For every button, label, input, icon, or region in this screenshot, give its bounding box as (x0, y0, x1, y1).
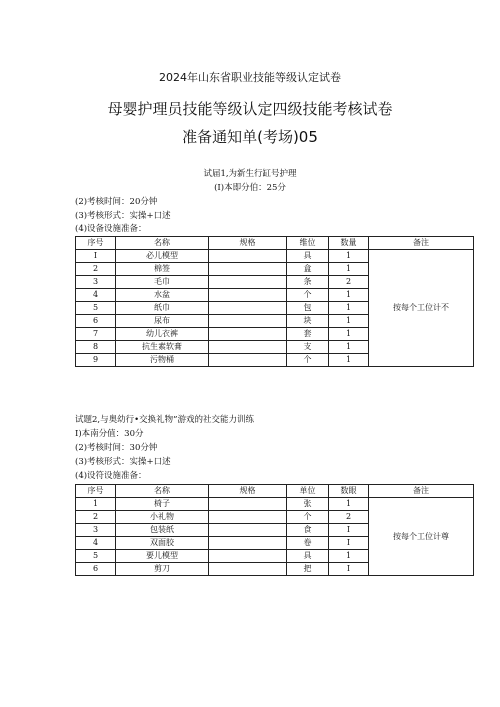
cell-qty: 1 (329, 550, 369, 563)
cell-spec (209, 289, 287, 302)
col-header-no: 序号 (76, 237, 116, 250)
cell-qty: 1 (329, 315, 369, 328)
cell-note: 按每个工位计尊 (369, 498, 474, 576)
col-header-note: 备注 (369, 485, 474, 498)
cell-qty: 1 (329, 341, 369, 354)
cell-name: 毛巾 (116, 276, 209, 289)
cell-spec (209, 354, 287, 367)
cell-note: 按每个工位计不 (369, 250, 474, 367)
section1-title: 试届1,为新生行缸号护理 (203, 169, 297, 179)
cell-unit: 具 (287, 550, 329, 563)
cell-name: 剪刀 (116, 563, 209, 576)
cell-name: 必儿模型 (116, 250, 209, 263)
cell-qty: 1 (329, 250, 369, 263)
cell-unit: 个 (287, 354, 329, 367)
cell-qty: 1 (329, 302, 369, 315)
section2-format: (3)考核形式：实操+口述 (75, 457, 171, 467)
cell-no: 7 (76, 328, 116, 341)
cell-qty: 2 (329, 511, 369, 524)
cell-name: 棉签 (116, 263, 209, 276)
cell-unit: 个 (287, 511, 329, 524)
cell-unit: 条 (287, 276, 329, 289)
section1-score: (I)本即分伯：25分 (214, 183, 286, 193)
cell-spec (209, 550, 287, 563)
col-header-unit: 单位 (287, 485, 329, 498)
cell-qty: 1 (329, 289, 369, 302)
cell-no: 9 (76, 354, 116, 367)
cell-spec (209, 563, 287, 576)
section2-time: (2)考核时间：30分钟 (75, 443, 158, 453)
cell-unit: 食 (287, 524, 329, 537)
cell-qty: 1 (329, 498, 369, 511)
cell-spec (209, 302, 287, 315)
section1-format: (3)考核形式：实操+口述 (75, 211, 171, 221)
cell-unit: 支 (287, 341, 329, 354)
cell-name: 椅子 (116, 498, 209, 511)
cell-spec (209, 537, 287, 550)
col-header-note: 备注 (369, 237, 474, 250)
cell-no: 2 (76, 263, 116, 276)
cell-no: 4 (76, 289, 116, 302)
cell-no: 5 (76, 302, 116, 315)
cell-unit: 包 (287, 302, 329, 315)
section2-equipment-label: (4)设符设施准备： (75, 471, 147, 481)
cell-name: 小礼物 (116, 511, 209, 524)
section1-equipment-label: (4)设备设施准备： (75, 224, 147, 234)
table-header-row (76, 237, 474, 250)
col-header-name: 名称 (116, 485, 209, 498)
cell-spec (209, 524, 287, 537)
cell-unit: 张 (287, 498, 329, 511)
cell-name: 纸巾 (116, 302, 209, 315)
equipment-table-2 (75, 484, 474, 576)
table-row (76, 250, 474, 263)
cell-spec (209, 498, 287, 511)
cell-qty: 1 (329, 263, 369, 276)
exam-header: 2024年山东省职业技能等级认定试卷 (159, 71, 341, 84)
section2-score: I)本南分值：30分 (75, 429, 144, 439)
cell-qty: 1 (329, 328, 369, 341)
cell-no: I (76, 250, 116, 263)
cell-no: 2 (76, 511, 116, 524)
cell-qty: 2 (329, 276, 369, 289)
table-row (76, 498, 474, 511)
col-header-name: 名称 (116, 237, 209, 250)
equipment-table-1 (75, 236, 474, 367)
cell-name: 尿布 (116, 315, 209, 328)
table-header-row (76, 485, 474, 498)
col-header-no: 序号 (76, 485, 116, 498)
cell-no: 6 (76, 563, 116, 576)
cell-unit: 具 (287, 250, 329, 263)
cell-spec (209, 315, 287, 328)
cell-unit: 卷 (287, 537, 329, 550)
cell-name: 包装纸 (116, 524, 209, 537)
section1-time: (2)考核时间：20分钟 (75, 197, 158, 207)
col-header-spec: 规格 (209, 237, 287, 250)
cell-name: 抗生素软膏 (116, 341, 209, 354)
col-header-qty: 数眼 (329, 485, 369, 498)
cell-unit: 个 (287, 289, 329, 302)
cell-qty: I (329, 563, 369, 576)
cell-name: 要儿模型 (116, 550, 209, 563)
cell-qty: 1 (329, 354, 369, 367)
col-header-spec: 规格 (209, 485, 287, 498)
cell-qty: I (329, 524, 369, 537)
section2-title: 试题2,与奥幼行•交换礼物”游戏的社交能力训练 (75, 415, 254, 425)
cell-unit: 把 (287, 563, 329, 576)
cell-no: 3 (76, 524, 116, 537)
page-title: 母婴护理员技能等级认定四级技能考核试卷 (107, 100, 393, 118)
cell-spec (209, 250, 287, 263)
col-header-qty: 数量 (329, 237, 369, 250)
cell-spec (209, 511, 287, 524)
cell-unit: 盒 (287, 263, 329, 276)
cell-qty: I (329, 537, 369, 550)
cell-unit: 套 (287, 328, 329, 341)
cell-spec (209, 263, 287, 276)
cell-no: 5 (76, 550, 116, 563)
page-subtitle: 准备通知单(考场)05 (182, 128, 318, 146)
cell-unit: 块 (287, 315, 329, 328)
cell-no: 1 (76, 498, 116, 511)
cell-no: 6 (76, 315, 116, 328)
cell-no: 4 (76, 537, 116, 550)
cell-spec (209, 328, 287, 341)
cell-name: 幼儿衣裤 (116, 328, 209, 341)
cell-spec (209, 276, 287, 289)
cell-spec (209, 341, 287, 354)
col-header-unit: 维位 (287, 237, 329, 250)
cell-name: 污物桶 (116, 354, 209, 367)
cell-name: 水盆 (116, 289, 209, 302)
cell-no: 8 (76, 341, 116, 354)
cell-name: 双面胶 (116, 537, 209, 550)
cell-no: 3 (76, 276, 116, 289)
